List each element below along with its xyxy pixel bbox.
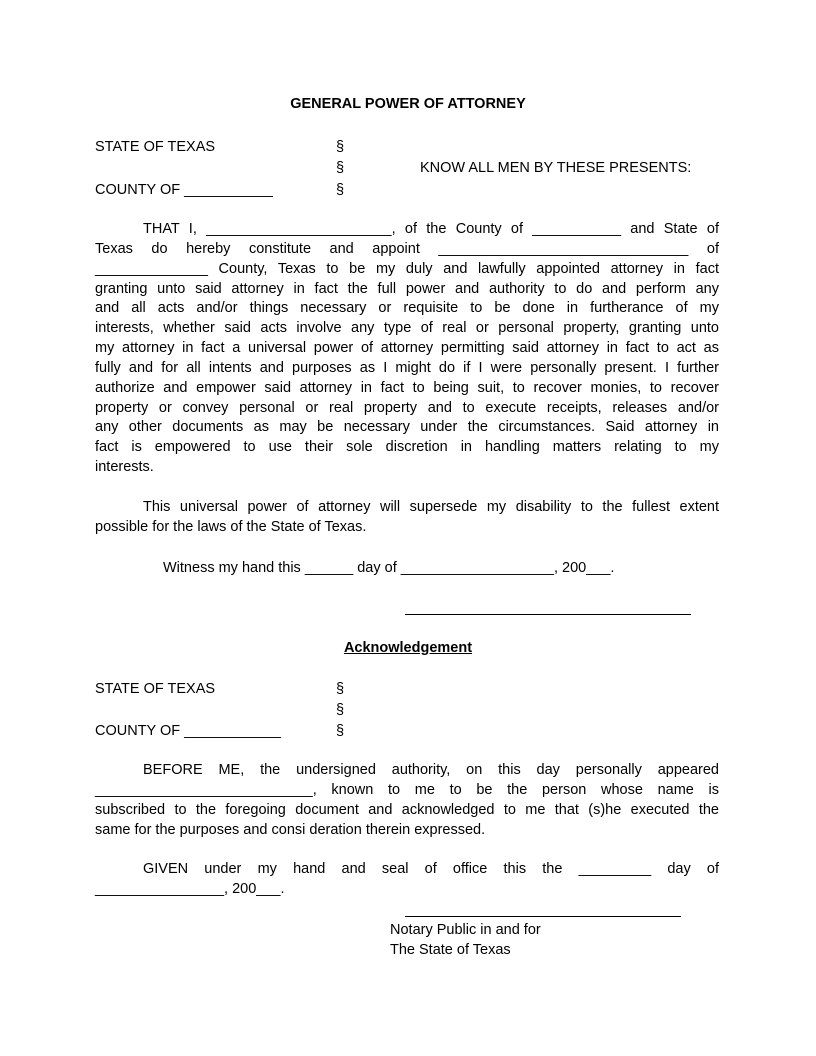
paragraph-line: interests, whether said acts involve any type of real or personal property, granting unto xyxy=(95,320,719,337)
know-all-men: KNOW ALL MEN BY THESE PRESENTS: xyxy=(420,160,692,176)
section-symbol: § xyxy=(335,681,345,697)
grant-paragraph xyxy=(95,220,719,478)
paragraph-line: property or convey personal or real property and to execute receipts, releases and/or xyxy=(95,399,719,416)
state-label: STATE OF TEXAS xyxy=(95,139,216,155)
paragraph-line: subscribed to the foregoing document and acknowledged to me that (s)he executed the xyxy=(95,801,719,818)
notary-title: Notary Public in and for xyxy=(390,922,541,938)
document-title: GENERAL POWER OF ATTORNEY xyxy=(290,96,526,112)
paragraph-line: my attorney in fact a universal power of attorney permitting said attorney in fact to act as xyxy=(95,340,719,357)
notary-jurisdiction: The State of Texas xyxy=(390,942,511,958)
paragraph-line: and all acts and/or things necessary or requisite to be done in furtherance of my xyxy=(95,300,719,317)
paragraph-line: interests. xyxy=(95,459,154,476)
ack-county-label: COUNTY OF ____________ xyxy=(95,723,281,739)
principal-signature-line xyxy=(405,614,691,615)
before-me-paragraph xyxy=(95,761,719,840)
section-symbol: § xyxy=(335,182,345,198)
paragraph-line: ________________, 200___. xyxy=(95,880,285,897)
paragraph-line: ______________ County, Texas to be my duly and lawfully appointed attorney in fact xyxy=(95,260,719,277)
paragraph-line: same for the purposes and consi deration therein expressed. xyxy=(95,821,486,838)
notary-signature-line xyxy=(405,916,681,917)
paragraph-line: THAT I, _______________________, of the County of ___________ and State of xyxy=(143,221,719,237)
paragraph-line: GIVEN under my hand and seal of office this the _________ day of xyxy=(143,861,719,877)
witness-line: Witness my hand this ______ day of ___________________, 200___. xyxy=(163,560,615,576)
paragraph-line: BEFORE ME, the undersigned authority, on this day personally appeared xyxy=(143,762,719,778)
acknowledgement-heading: Acknowledgement xyxy=(343,640,473,656)
section-symbol: § xyxy=(335,723,345,739)
paragraph-line: fully and for all intents and purposes as I might do if I were personally present. I further xyxy=(95,359,719,376)
paragraph-line: possible for the laws of the State of Texas. xyxy=(95,518,367,535)
given-paragraph xyxy=(95,860,719,900)
paragraph-line: fact is empowered to use their sole discretion in handling matters relating to my xyxy=(95,439,719,456)
paragraph-line: authorize and empower said attorney in fact to being suit, to recover monies, to recover xyxy=(95,379,719,396)
supersede-paragraph xyxy=(95,498,719,538)
paragraph-line: any other documents as may be necessary under the circumstances. Said attorney in xyxy=(95,419,719,436)
county-label: COUNTY OF ___________ xyxy=(95,182,273,198)
section-symbol: § xyxy=(335,702,345,718)
paragraph-line: granting unto said attorney in fact the full power and authority to do and perform any xyxy=(95,280,719,297)
paragraph-line: ___________________________, known to me to be the person whose name is xyxy=(95,781,719,798)
ack-state-label: STATE OF TEXAS xyxy=(95,681,216,697)
section-symbol: § xyxy=(335,160,345,176)
paragraph-line: Texas do hereby constitute and appoint _______________________________ of xyxy=(95,240,719,257)
paragraph-line: This universal power of attorney will supersede my disability to the fullest extent xyxy=(143,499,719,515)
section-symbol: § xyxy=(335,139,345,155)
